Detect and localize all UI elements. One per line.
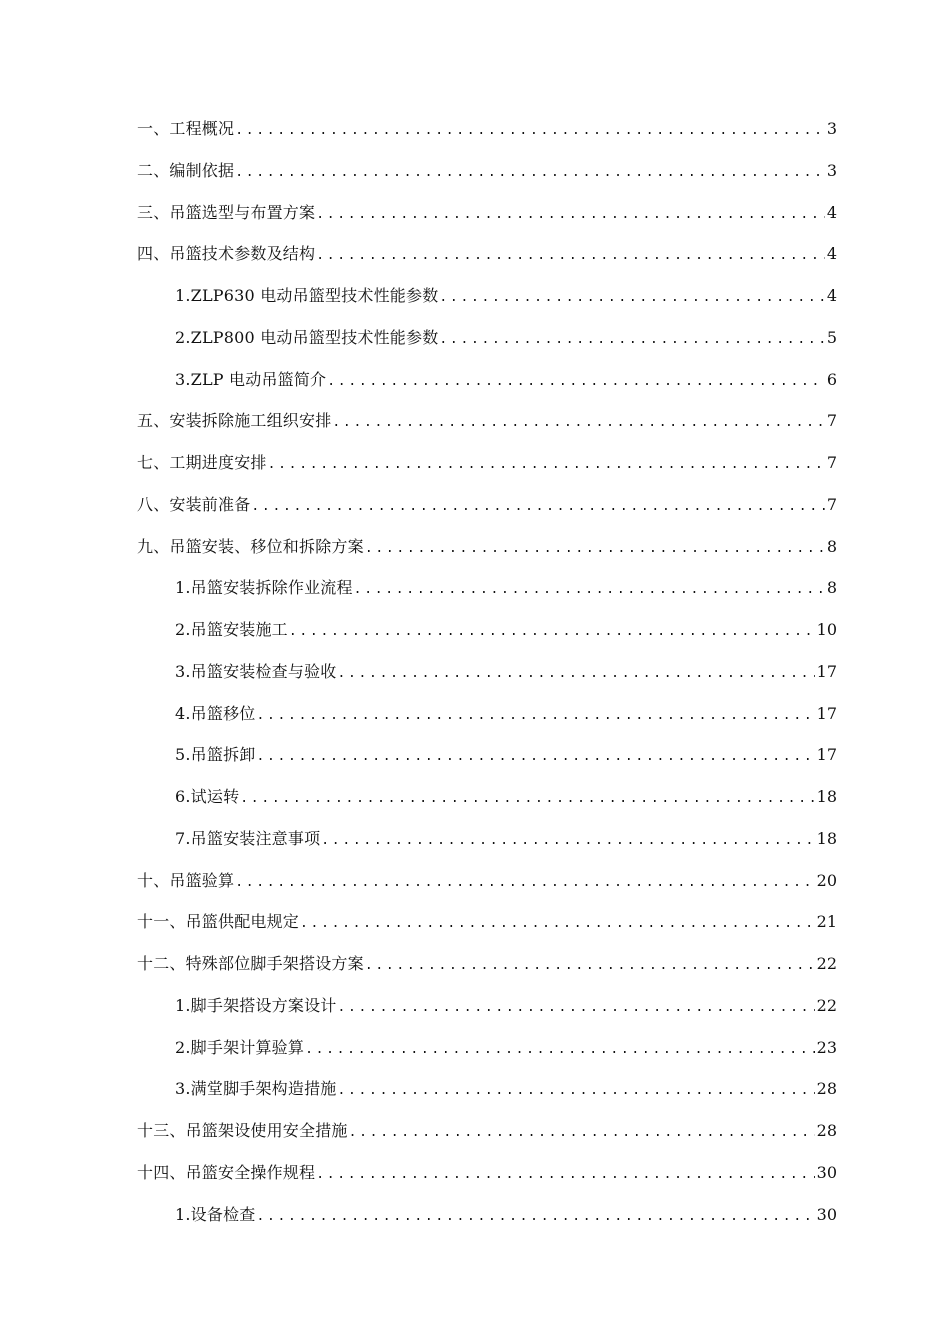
toc-entry[interactable] <box>137 233 837 275</box>
toc-dot-leader <box>349 1112 815 1154</box>
toc-entry-page-number: 3 <box>826 160 837 180</box>
toc-entry-label: 三、吊篮选型与布置方案 <box>137 202 316 222</box>
toc-entry-page-number: 8 <box>826 578 837 598</box>
toc-entry[interactable] <box>137 317 837 359</box>
toc-entry-page-number: 6 <box>826 369 837 389</box>
toc-dot-leader <box>337 987 814 1029</box>
toc-entry-label: 八、安装前准备 <box>137 494 251 514</box>
toc-entry-page-number: 21 <box>816 912 837 932</box>
toc-entry-page-number: 8 <box>826 536 837 556</box>
toc-entry-page-number: 7 <box>826 411 837 431</box>
toc-entry[interactable] <box>137 1068 837 1110</box>
toc-entry-label: 2.吊篮安装施工 <box>175 620 288 639</box>
toc-dot-leader <box>316 194 825 236</box>
toc-dot-leader <box>256 1196 814 1238</box>
toc-dot-leader <box>316 235 825 277</box>
toc-entry-page-number: 4 <box>826 286 837 305</box>
toc-entry-page-number: 23 <box>816 1037 837 1057</box>
toc-dot-leader <box>439 277 824 319</box>
toc-dot-leader <box>289 611 815 653</box>
toc-entry-label: 一、工程概况 <box>137 119 235 138</box>
toc-entry-label: 2.ZLP800 电动吊篮型技术性能参数 <box>175 327 439 347</box>
toc-entry-page-number: 20 <box>816 870 837 890</box>
toc-dot-leader <box>268 444 825 486</box>
toc-entry-label: 3.吊篮安装检查与验收 <box>175 661 337 681</box>
toc-entry-label: 6.试运转 <box>175 787 240 806</box>
toc-dot-leader <box>337 1070 814 1112</box>
toc-entry[interactable] <box>137 484 837 526</box>
toc-entry[interactable] <box>137 693 837 735</box>
toc-entry-page-number: 10 <box>816 620 837 639</box>
toc-entry-page-number: 4 <box>826 244 837 264</box>
toc-entry[interactable] <box>137 1152 837 1194</box>
toc-entry[interactable] <box>137 1027 837 1069</box>
toc-entry[interactable] <box>137 985 837 1027</box>
toc-entry-label: 十三、吊篮架设使用安全措施 <box>137 1121 348 1140</box>
toc-entry-label: 3.满堂脚手架构造措施 <box>175 1079 337 1099</box>
toc-entry-label: 1.吊篮安装拆除作业流程 <box>175 578 353 598</box>
toc-entry-label: 3.ZLP 电动吊篮简介 <box>175 369 327 389</box>
toc-dot-leader <box>251 486 824 528</box>
toc-dot-leader <box>327 361 825 403</box>
toc-entry[interactable] <box>137 192 837 234</box>
toc-entry[interactable] <box>137 108 837 150</box>
toc-entry-label: 1.设备检查 <box>175 1204 256 1224</box>
toc-entry[interactable] <box>137 651 837 693</box>
toc-entry[interactable] <box>137 1194 837 1236</box>
toc-entry[interactable] <box>137 150 837 192</box>
toc-entry-page-number: 18 <box>816 828 837 848</box>
toc-dot-leader <box>316 1154 814 1196</box>
toc-dot-leader <box>300 903 815 945</box>
toc-dot-leader <box>332 402 824 444</box>
toc-entry-page-number: 22 <box>816 954 837 973</box>
toc-dot-leader <box>235 110 825 152</box>
toc-entry-label: 十四、吊篮安全操作规程 <box>137 1162 316 1182</box>
toc-entry[interactable] <box>137 400 837 442</box>
toc-entry-label: 1.ZLP630 电动吊篮型技术性能参数 <box>175 286 439 305</box>
toc-entry[interactable] <box>137 901 837 943</box>
toc-dot-leader <box>256 736 814 778</box>
toc-entry[interactable] <box>137 275 837 317</box>
toc-entry-page-number: 17 <box>816 661 837 681</box>
toc-entry-page-number: 28 <box>816 1079 837 1099</box>
toc-entry-label: 7.吊篮安装注意事项 <box>175 828 321 848</box>
toc-entry-label: 九、吊篮安装、移位和拆除方案 <box>137 536 364 556</box>
toc-dot-leader <box>240 778 814 820</box>
toc-entry-page-number: 7 <box>826 453 837 472</box>
toc-dot-leader <box>235 862 814 904</box>
toc-entry-label: 1.脚手架搭设方案设计 <box>175 995 337 1015</box>
toc-entry-page-number: 30 <box>816 1204 837 1224</box>
toc-dot-leader <box>354 569 825 611</box>
toc-entry[interactable] <box>137 860 837 902</box>
toc-dot-leader <box>337 653 814 695</box>
toc-entry-page-number: 17 <box>816 745 837 765</box>
toc-entry[interactable] <box>137 359 837 401</box>
toc-dot-leader <box>235 152 825 194</box>
toc-entry-page-number: 4 <box>826 202 837 222</box>
toc-entry-label: 四、吊篮技术参数及结构 <box>137 244 316 264</box>
toc-dot-leader <box>439 319 824 361</box>
toc-dot-leader <box>365 528 825 570</box>
toc-entry-label: 五、安装拆除施工组织安排 <box>137 411 332 431</box>
toc-entry-label: 七、工期进度安排 <box>137 453 267 472</box>
toc-entry-page-number: 28 <box>816 1121 837 1140</box>
toc-entry-page-number: 18 <box>816 787 837 806</box>
toc-dot-leader <box>256 695 814 737</box>
toc-entry[interactable] <box>137 1110 837 1152</box>
toc-entry[interactable] <box>137 567 837 609</box>
toc-entry-label: 4.吊篮移位 <box>175 703 256 723</box>
toc-entry-page-number: 22 <box>816 995 837 1015</box>
toc-entry-label: 二、编制依据 <box>137 160 235 180</box>
toc-entry-page-number: 17 <box>816 703 837 723</box>
toc-entry-label: 十一、吊篮供配电规定 <box>137 912 300 932</box>
toc-dot-leader <box>365 945 815 987</box>
toc-entry-label: 2.脚手架计算验算 <box>175 1037 305 1057</box>
toc-entry-page-number: 5 <box>826 327 837 347</box>
toc-entry-label: 十二、特殊部位脚手架搭设方案 <box>137 954 364 973</box>
table-of-contents <box>137 108 837 1235</box>
toc-dot-leader <box>305 1029 815 1071</box>
toc-entry-label: 十、吊篮验算 <box>137 870 235 890</box>
toc-entry[interactable] <box>137 943 837 985</box>
toc-entry[interactable] <box>137 734 837 776</box>
toc-entry-page-number: 7 <box>826 494 837 514</box>
toc-entry-page-number: 3 <box>826 119 837 138</box>
toc-entry[interactable] <box>137 776 837 818</box>
toc-entry-page-number: 30 <box>816 1162 837 1182</box>
toc-entry-label: 5.吊篮拆卸 <box>175 745 256 765</box>
toc-entry[interactable] <box>137 526 837 568</box>
toc-entry[interactable] <box>137 442 837 484</box>
toc-entry[interactable] <box>137 609 837 651</box>
toc-entry[interactable] <box>137 818 837 860</box>
toc-dot-leader <box>321 820 814 862</box>
